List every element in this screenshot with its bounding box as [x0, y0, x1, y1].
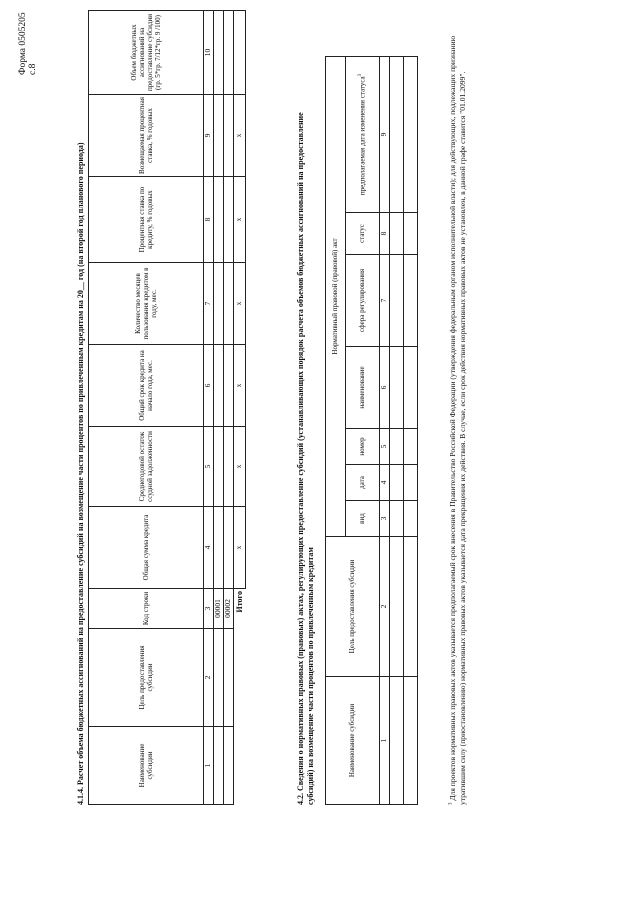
header-cell: Возмещаемая процентная ставка, % годовых [89, 95, 204, 177]
header-cell: наименование [346, 347, 380, 429]
cell[interactable] [224, 95, 234, 177]
cell[interactable] [404, 677, 418, 805]
header-cell: Нормативный правовой (правовой) акт [326, 57, 346, 537]
col-number: 6 [380, 347, 390, 429]
col-number: 2 [204, 629, 214, 727]
x-mark: x [234, 507, 246, 589]
x-mark: x [234, 95, 246, 177]
table-row [214, 11, 224, 805]
cell[interactable] [214, 263, 224, 345]
row-code: 00001 [214, 589, 224, 629]
footnote-marker: 3 [358, 73, 364, 77]
cell[interactable] [224, 263, 234, 345]
col-number: 10 [204, 11, 214, 95]
cell[interactable] [390, 213, 404, 255]
col-number: 9 [204, 95, 214, 177]
column-number-row [204, 11, 214, 805]
col-number: 4 [204, 507, 214, 589]
cell[interactable] [214, 11, 224, 95]
cell[interactable] [390, 677, 404, 805]
footnote-mark: 3 [448, 802, 454, 805]
footnote-text: Для проектов нормативных правовых актов указывается предполагаемый срок внесения в Правительство Российской Федерации (утверждения федеральным органом исполнительной власти); для действующих, подлежащих признанию утратившим силу (приостановлению) нормативных правовых актов указывается дата прекращения их действия. В случае, если срок действия нормативных правовых актов не установлен, в данной графе ставится "01.01.2099". [448, 35, 467, 805]
cell[interactable] [224, 177, 234, 263]
column-number-row [380, 57, 390, 805]
table-row [390, 57, 404, 805]
header-cell: дата [346, 465, 380, 501]
footnote [448, 35, 468, 805]
cell[interactable] [390, 347, 404, 429]
total-label: Итого [234, 589, 246, 805]
x-mark: x [234, 263, 246, 345]
cell[interactable] [390, 501, 404, 537]
header-cell: Цель предоставления субсидии [89, 629, 204, 727]
section-4-1-4-title: 4.1.4. Расчет объема бюджетных ассигнований на предоставление субсидий на возмещение части процентов по привлеченным кредитам на 20__ год (на второй год планового периода) [76, 142, 85, 805]
col-number: 1 [204, 727, 214, 805]
header-cell: сфера регулирования [346, 255, 380, 347]
header-row [326, 57, 346, 805]
col-number: 6 [204, 345, 214, 427]
header-cell: Количество месяцев пользования кредитом в году, мес. [89, 263, 204, 345]
col-number: 1 [380, 677, 390, 805]
col-number: 8 [380, 213, 390, 255]
form-number: Форма 0505205 с.8 [18, 12, 38, 75]
header-cell: номер [346, 429, 380, 465]
col-number: 2 [380, 537, 390, 677]
col-number: 7 [204, 263, 214, 345]
table-row [404, 57, 418, 805]
cell[interactable] [224, 507, 234, 589]
row-code: 00002 [224, 589, 234, 629]
calc-table [88, 10, 246, 805]
cell[interactable] [404, 465, 418, 501]
x-mark: x [234, 177, 246, 263]
cell[interactable] [404, 213, 418, 255]
cell[interactable] [390, 537, 404, 677]
col-number: 9 [380, 57, 390, 213]
header-cell: Общий срок кредита на начало года, мес. [89, 345, 204, 427]
cell[interactable] [214, 629, 224, 727]
cell[interactable] [224, 11, 234, 95]
header-row [89, 11, 204, 805]
cell[interactable] [224, 345, 234, 427]
cell[interactable] [214, 95, 224, 177]
col-number: 5 [204, 427, 214, 507]
x-mark: x [234, 345, 246, 427]
x-mark: x [234, 427, 246, 507]
cell[interactable] [404, 429, 418, 465]
cell[interactable] [214, 727, 224, 805]
header-cell: Код строки [89, 589, 204, 629]
acts-table [325, 56, 418, 805]
cell[interactable] [214, 177, 224, 263]
cell[interactable] [214, 345, 224, 427]
header-text: предполагаемая дата изменения статуса [358, 76, 367, 196]
header-cell: Общая сумма кредита [89, 507, 204, 589]
cell[interactable] [404, 57, 418, 213]
section-4-2-title: 4.2. Сведения о нормативных правовых (правовых) актах, регулирующих предоставление субсидий (устанавливающих порядок расчета объемов бюджетных ассигнований на предоставление субсидий) на возмещение части процентов по привлеченным кредитам [296, 112, 315, 805]
cell[interactable] [224, 427, 234, 507]
cell[interactable] [390, 465, 404, 501]
col-number: 3 [204, 589, 214, 629]
header-cell: Объем бюджетных ассигнований на предоставление субсидии (гр. 5*гр. 7/12*гр. 9 /100) [89, 11, 204, 95]
cell[interactable] [234, 11, 246, 95]
cell[interactable] [224, 629, 234, 727]
cell[interactable] [404, 347, 418, 429]
header-cell: Наименование субсидии [326, 677, 380, 805]
col-number: 4 [380, 465, 390, 501]
col-number: 5 [380, 429, 390, 465]
cell[interactable] [390, 255, 404, 347]
cell[interactable] [214, 507, 224, 589]
cell[interactable] [404, 537, 418, 677]
header-cell [346, 57, 380, 213]
header-cell: вид [346, 501, 380, 537]
cell[interactable] [404, 255, 418, 347]
cell[interactable] [214, 427, 224, 507]
cell[interactable] [390, 57, 404, 213]
header-cell: Наименование субсидии [89, 727, 204, 805]
header-cell: статус [346, 213, 380, 255]
cell[interactable] [404, 501, 418, 537]
cell[interactable] [224, 727, 234, 805]
header-cell: Среднегодовой остаток ссудной задолженности [89, 427, 204, 507]
col-number: 7 [380, 255, 390, 347]
col-number: 3 [380, 501, 390, 537]
table-row [224, 11, 234, 805]
header-cell: Процентная ставка по кредиту, % годовых [89, 177, 204, 263]
header-cell: Цель предоставления субсидии [326, 537, 380, 677]
total-row [234, 11, 246, 805]
col-number: 8 [204, 177, 214, 263]
cell[interactable] [390, 429, 404, 465]
